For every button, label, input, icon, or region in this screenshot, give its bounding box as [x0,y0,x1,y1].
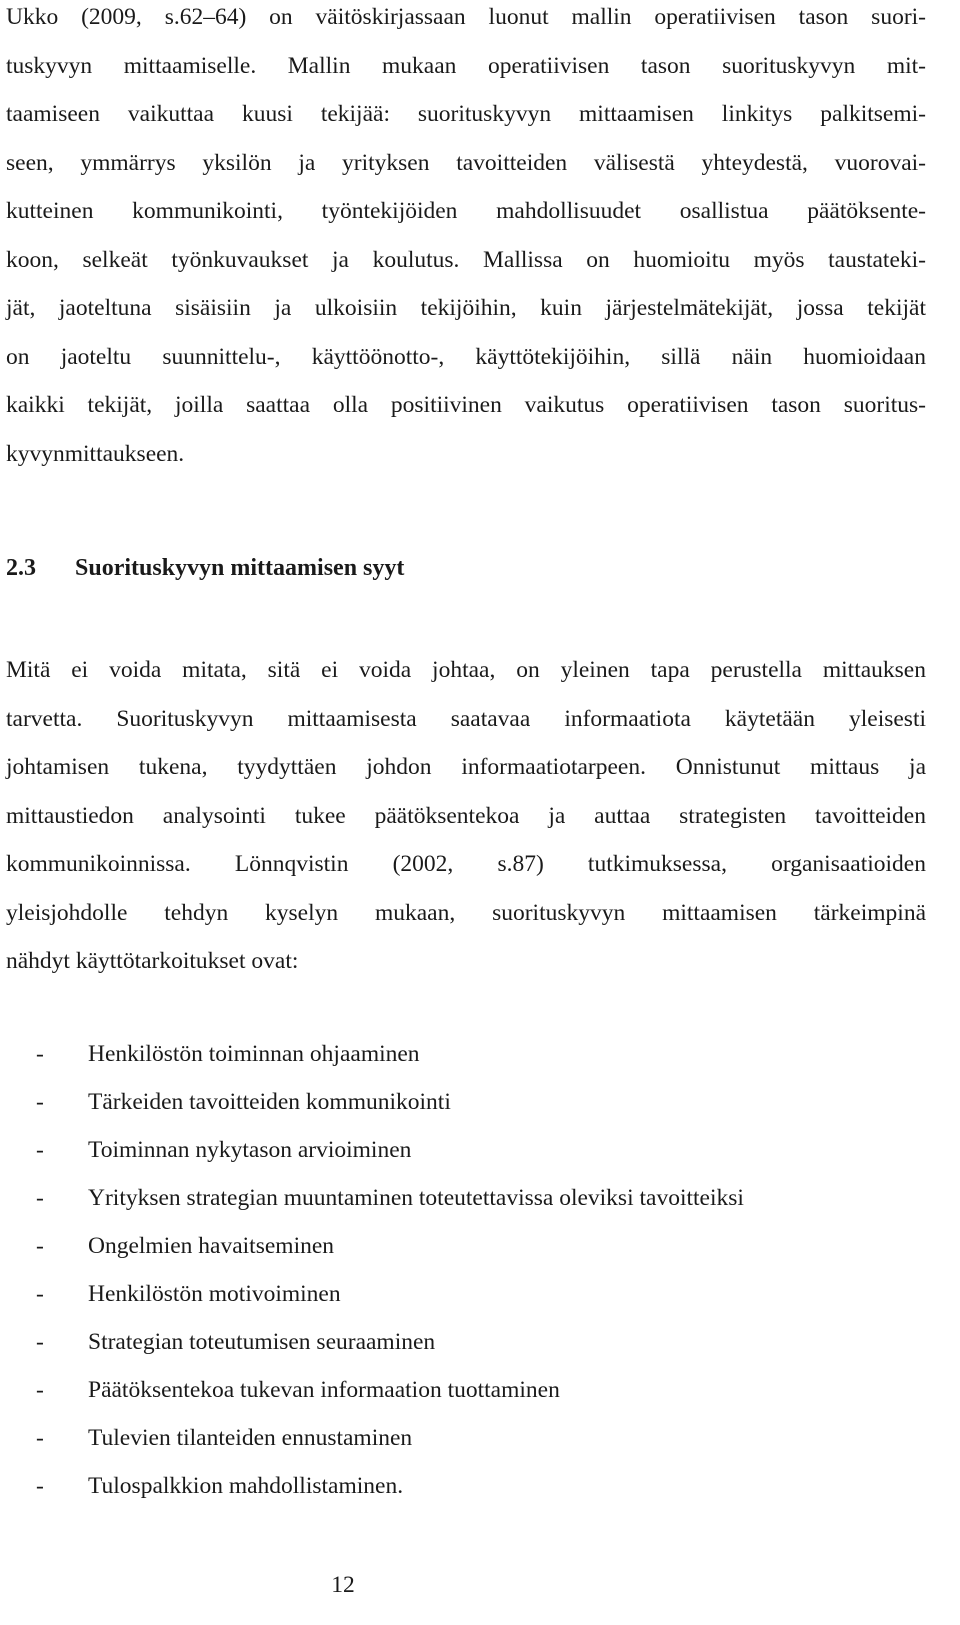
paragraph-line: Mitä ei voida mitata, sitä ei voida johtaa, on yleinen tapa perustella mittauksen [6,657,926,683]
list-dash: - [36,1281,44,1307]
section-title: Suorituskyvyn mittaamisen syyt [75,555,405,581]
list-item [6,1174,744,1222]
list-item-text: Strategian toteutumisen seuraaminen [88,1329,436,1355]
list-dash: - [36,1473,44,1499]
list-dash: - [36,1185,44,1211]
section-heading [6,548,404,588]
list-dash: - [36,1137,44,1163]
purposes-list [6,1030,744,1510]
paragraph-line: Ukko (2009, s.62–64) on väitöskirjassaan luonut mallin operatiivisen tason suori- [6,4,926,30]
list-dash: - [36,1377,44,1403]
list-item-text: Yrityksen strategian muuntaminen toteutettavissa oleviksi tavoitteiksi [88,1185,744,1211]
paragraph-line: kutteinen kommunikointi, työntekijöiden mahdollisuudet osallistua päätöksente- [6,198,926,224]
list-dash: - [36,1089,44,1115]
paragraph-line: nähdyt käyttötarkoitukset ovat: [6,948,299,974]
paragraph-line: koon, selkeät työnkuvaukset ja koulutus. Mallissa on huomioitu myös taustateki- [6,246,926,273]
paragraph-line: on jaoteltu suunnittelu-, käyttöönotto-, käyttötekijöihin, sillä näin huomioidaan [6,343,926,370]
paragraph-line: jät, jaoteltuna sisäisiin ja ulkoisiin tekijöihin, kuin järjestelmätekijät, jossa tekijät [6,295,926,321]
list-item [6,1222,744,1270]
paragraph-line: tuskyvyn mittaamiselle. Mallin mukaan operatiivisen tason suorituskyvyn mit- [6,52,926,79]
list-item [6,1318,744,1366]
list-dash: - [36,1041,44,1067]
list-dash: - [36,1233,44,1259]
list-item-text: Ongelmien havaitseminen [88,1233,335,1259]
list-item [6,1078,744,1126]
list-item-text: Toiminnan nykytason arvioiminen [88,1137,412,1163]
list-item-text: Tulospalkkion mahdollistaminen. [88,1473,404,1499]
list-dash: - [36,1425,44,1451]
paragraph-line: taamiseen vaikuttaa kuusi tekijää: suorituskyvyn mittaamisen linkitys palkitsemi- [6,101,926,127]
list-item [6,1462,744,1510]
paragraph-line: yleisjohdolle tehdyn kyselyn mukaan, suorituskyvyn mittaamisen tärkeimpinä [6,899,926,926]
list-item-text: Tärkeiden tavoitteiden kommunikointi [88,1089,451,1115]
section-number: 2.3 [6,555,36,581]
paragraph-line: kaikki tekijät, joilla saattaa olla positiivinen vaikutus operatiivisen tason suoritus- [6,392,926,418]
list-item-text: Tulevien tilanteiden ennustaminen [88,1425,413,1451]
list-item [6,1270,744,1318]
body-paragraph [6,646,926,986]
paragraph-line: kommunikoinnissa. Lönnqvistin (2002, s.87) tutkimuksessa, organisaatioiden [6,851,926,877]
paragraph-line: johtamisen tukena, tyydyttäen johdon informaatiotarpeen. Onnistunut mittaus ja [6,754,926,780]
list-item [6,1030,744,1078]
intro-paragraph [6,0,926,478]
paragraph-line: seen, ymmärrys yksilön ja yrityksen tavoitteiden välisestä yhteydestä, vuorovai- [6,149,926,176]
list-item-text: Henkilöstön motivoiminen [88,1281,341,1307]
list-item [6,1126,744,1174]
list-dash: - [36,1329,44,1355]
list-item [6,1366,744,1414]
paragraph-line: kyvynmittaukseen. [6,440,185,467]
list-item-text: Päätöksentekoa tukevan informaation tuottaminen [88,1377,560,1403]
paragraph-line: tarvetta. Suorituskyvyn mittaamisesta saatavaa informaatiota käytetään yleisesti [6,705,926,732]
page-number: 12 [331,1572,355,1598]
list-item [6,1414,744,1462]
list-item-text: Henkilöstön toiminnan ohjaaminen [88,1041,420,1067]
paragraph-line: mittaustiedon analysointi tukee päätöksentekoa ja auttaa strategisten tavoitteiden [6,802,926,829]
